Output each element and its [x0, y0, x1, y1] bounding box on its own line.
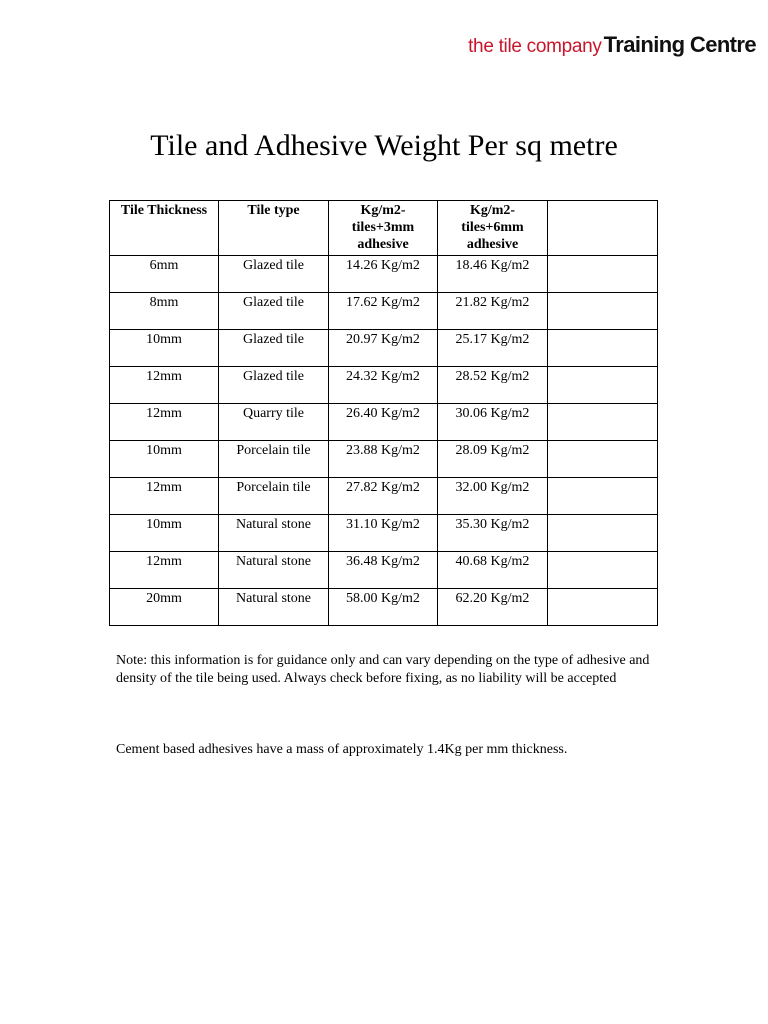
cell-weight-3mm: 23.88 Kg/m2	[329, 441, 438, 478]
cell-tile-type: Glazed tile	[219, 293, 329, 330]
table-row	[110, 293, 658, 330]
cell-weight-3mm: 14.26 Kg/m2	[329, 256, 438, 293]
cell-empty	[548, 589, 658, 626]
table-row	[110, 367, 658, 404]
table-row	[110, 330, 658, 367]
cell-tile-type: Natural stone	[219, 552, 329, 589]
cell-weight-6mm: 35.30 Kg/m2	[438, 515, 548, 552]
cell-empty	[548, 404, 658, 441]
cell-thickness: 12mm	[110, 552, 219, 589]
cell-weight-3mm: 36.48 Kg/m2	[329, 552, 438, 589]
cell-weight-6mm: 40.68 Kg/m2	[438, 552, 548, 589]
cell-weight-6mm: 25.17 Kg/m2	[438, 330, 548, 367]
cell-thickness: 12mm	[110, 404, 219, 441]
cement-note: Cement based adhesives have a mass of approximately 1.4Kg per mm thickness.	[116, 742, 568, 757]
cell-weight-6mm: 30.06 Kg/m2	[438, 404, 548, 441]
cell-empty	[548, 330, 658, 367]
weights-table	[109, 200, 658, 626]
table-row	[110, 478, 658, 515]
cell-weight-6mm: 18.46 Kg/m2	[438, 256, 548, 293]
cell-weight-6mm: 28.09 Kg/m2	[438, 441, 548, 478]
cell-empty	[548, 441, 658, 478]
cell-weight-3mm: 58.00 Kg/m2	[329, 589, 438, 626]
brand-name-bold: Training Centre	[603, 32, 756, 57]
cell-empty	[548, 367, 658, 404]
brand-name-light: the tile company	[468, 36, 602, 57]
guidance-note: Note: this information is for guidance only and can vary depending on the type of adhesive and density of the tile being used. Always check before fixing, as no liability will be accepted	[116, 653, 650, 686]
cell-thickness: 12mm	[110, 478, 219, 515]
table-header-row	[110, 201, 658, 256]
table-row	[110, 552, 658, 589]
cell-thickness: 6mm	[110, 256, 219, 293]
cell-empty	[548, 293, 658, 330]
table-row	[110, 404, 658, 441]
table-row	[110, 256, 658, 293]
header-empty	[548, 201, 658, 256]
cell-thickness: 8mm	[110, 293, 219, 330]
cell-tile-type: Natural stone	[219, 515, 329, 552]
cell-thickness: 12mm	[110, 367, 219, 404]
cell-thickness: 10mm	[110, 330, 219, 367]
cell-weight-3mm: 17.62 Kg/m2	[329, 293, 438, 330]
brand-logo	[468, 34, 756, 56]
cell-weight-6mm: 28.52 Kg/m2	[438, 367, 548, 404]
cell-weight-6mm: 62.20 Kg/m2	[438, 589, 548, 626]
cell-thickness: 10mm	[110, 441, 219, 478]
cell-tile-type: Glazed tile	[219, 330, 329, 367]
table-row	[110, 515, 658, 552]
cell-empty	[548, 478, 658, 515]
cell-tile-type: Glazed tile	[219, 256, 329, 293]
cell-tile-type: Glazed tile	[219, 367, 329, 404]
cell-empty	[548, 256, 658, 293]
cell-weight-6mm: 21.82 Kg/m2	[438, 293, 548, 330]
cell-weight-3mm: 31.10 Kg/m2	[329, 515, 438, 552]
cell-tile-type: Porcelain tile	[219, 441, 329, 478]
cell-weight-3mm: 20.97 Kg/m2	[329, 330, 438, 367]
header-tile-type: Tile type	[219, 201, 329, 256]
cell-empty	[548, 515, 658, 552]
table-body	[110, 256, 658, 626]
cell-tile-type: Quarry tile	[219, 404, 329, 441]
cell-thickness: 20mm	[110, 589, 219, 626]
cell-weight-3mm: 26.40 Kg/m2	[329, 404, 438, 441]
page-title: Tile and Adhesive Weight Per sq metre	[150, 129, 618, 162]
cell-tile-type: Natural stone	[219, 589, 329, 626]
header-tile-thickness: Tile Thickness	[110, 201, 219, 256]
table-row	[110, 589, 658, 626]
cell-weight-3mm: 27.82 Kg/m2	[329, 478, 438, 515]
table-row	[110, 441, 658, 478]
header-weight-3mm: Kg/m2- tiles+3mm adhesive	[329, 201, 438, 256]
cell-empty	[548, 552, 658, 589]
header-weight-6mm: Kg/m2- tiles+6mm adhesive	[438, 201, 548, 256]
cell-weight-6mm: 32.00 Kg/m2	[438, 478, 548, 515]
cell-thickness: 10mm	[110, 515, 219, 552]
cell-tile-type: Porcelain tile	[219, 478, 329, 515]
cell-weight-3mm: 24.32 Kg/m2	[329, 367, 438, 404]
